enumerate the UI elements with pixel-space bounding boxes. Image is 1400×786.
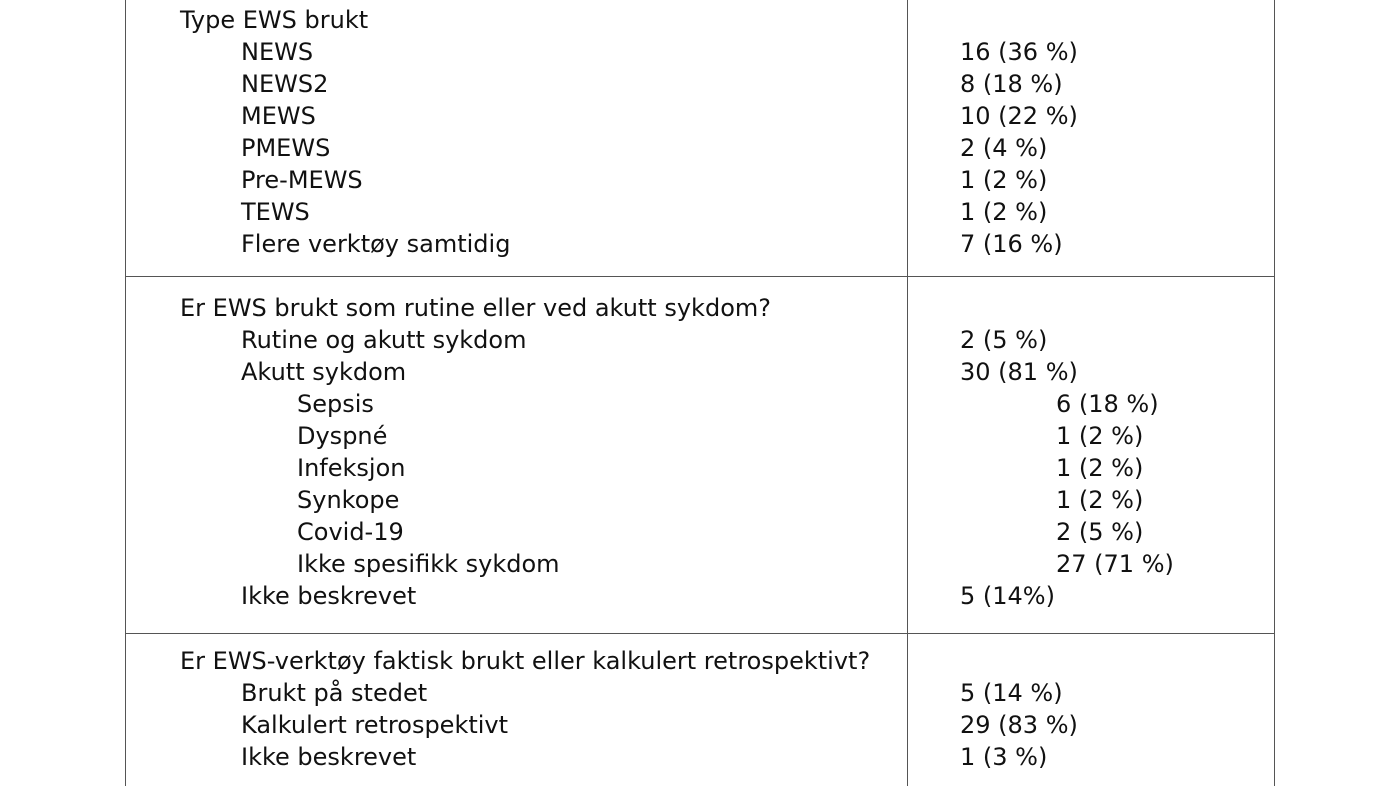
row-label: Ikke beskrevet xyxy=(241,743,417,771)
row-value: 29 (83 %) xyxy=(960,711,1078,739)
table-row xyxy=(0,68,1400,100)
section-heading-row xyxy=(0,4,1400,36)
row-value: 5 (14 %) xyxy=(960,679,1063,707)
table-row xyxy=(0,164,1400,196)
table-subrow xyxy=(0,548,1400,580)
section-heading-row xyxy=(0,292,1400,324)
row-value: 2 (5 %) xyxy=(960,326,1048,354)
row-value: 1 (2 %) xyxy=(960,198,1048,226)
section-heading: Er EWS-verktøy faktisk brukt eller kalkulert retrospektivt? xyxy=(180,647,871,675)
table-row xyxy=(0,36,1400,68)
table-subrow xyxy=(0,484,1400,516)
table-row xyxy=(0,324,1400,356)
table-subrow xyxy=(0,388,1400,420)
section-heading-row xyxy=(0,645,1400,677)
row-value: 10 (22 %) xyxy=(960,102,1078,130)
row-label: MEWS xyxy=(241,102,316,130)
row-label: Akutt sykdom xyxy=(241,358,407,386)
section-divider xyxy=(126,276,1275,277)
table-row xyxy=(0,100,1400,132)
row-value: 1 (2 %) xyxy=(1056,486,1144,514)
row-label: Flere verktøy samtidig xyxy=(241,230,511,258)
row-label: Kalkulert retrospektivt xyxy=(241,711,509,739)
table-row xyxy=(0,132,1400,164)
row-label: Pre-MEWS xyxy=(241,166,363,194)
row-value: 1 (3 %) xyxy=(960,743,1048,771)
table-row xyxy=(0,677,1400,709)
row-label: Sepsis xyxy=(297,390,374,418)
row-label: NEWS xyxy=(241,38,314,66)
row-label: Dyspné xyxy=(297,422,388,450)
row-label: PMEWS xyxy=(241,134,331,162)
row-value: 6 (18 %) xyxy=(1056,390,1159,418)
row-value: 2 (4 %) xyxy=(960,134,1048,162)
row-value: 5 (14%) xyxy=(960,582,1055,610)
table-subrow xyxy=(0,452,1400,484)
table-row xyxy=(0,228,1400,260)
table-subrow xyxy=(0,516,1400,548)
row-value: 27 (71 %) xyxy=(1056,550,1174,578)
row-label: Infeksjon xyxy=(297,454,406,482)
row-label: Brukt på stedet xyxy=(241,679,428,707)
row-label: Ikke beskrevet xyxy=(241,582,417,610)
table-row xyxy=(0,580,1400,612)
row-value: 8 (18 %) xyxy=(960,70,1063,98)
table-subrow xyxy=(0,420,1400,452)
section-divider xyxy=(126,633,1275,634)
row-label: TEWS xyxy=(241,198,310,226)
table-row xyxy=(0,356,1400,388)
row-value: 1 (2 %) xyxy=(960,166,1048,194)
row-value: 2 (5 %) xyxy=(1056,518,1144,546)
row-label: Ikke spesifikk sykdom xyxy=(297,550,560,578)
row-label: Rutine og akutt sykdom xyxy=(241,326,527,354)
table-row xyxy=(0,709,1400,741)
section-heading: Type EWS brukt xyxy=(180,6,369,34)
table-row xyxy=(0,196,1400,228)
table-row xyxy=(0,741,1400,773)
row-label: Covid-19 xyxy=(297,518,404,546)
row-value: 30 (81 %) xyxy=(960,358,1078,386)
row-value: 1 (2 %) xyxy=(1056,422,1144,450)
row-label: Synkope xyxy=(297,486,400,514)
row-value: 16 (36 %) xyxy=(960,38,1078,66)
row-label: NEWS2 xyxy=(241,70,329,98)
section-heading: Er EWS brukt som rutine eller ved akutt sykdom? xyxy=(180,294,771,322)
row-value: 7 (16 %) xyxy=(960,230,1063,258)
row-value: 1 (2 %) xyxy=(1056,454,1144,482)
